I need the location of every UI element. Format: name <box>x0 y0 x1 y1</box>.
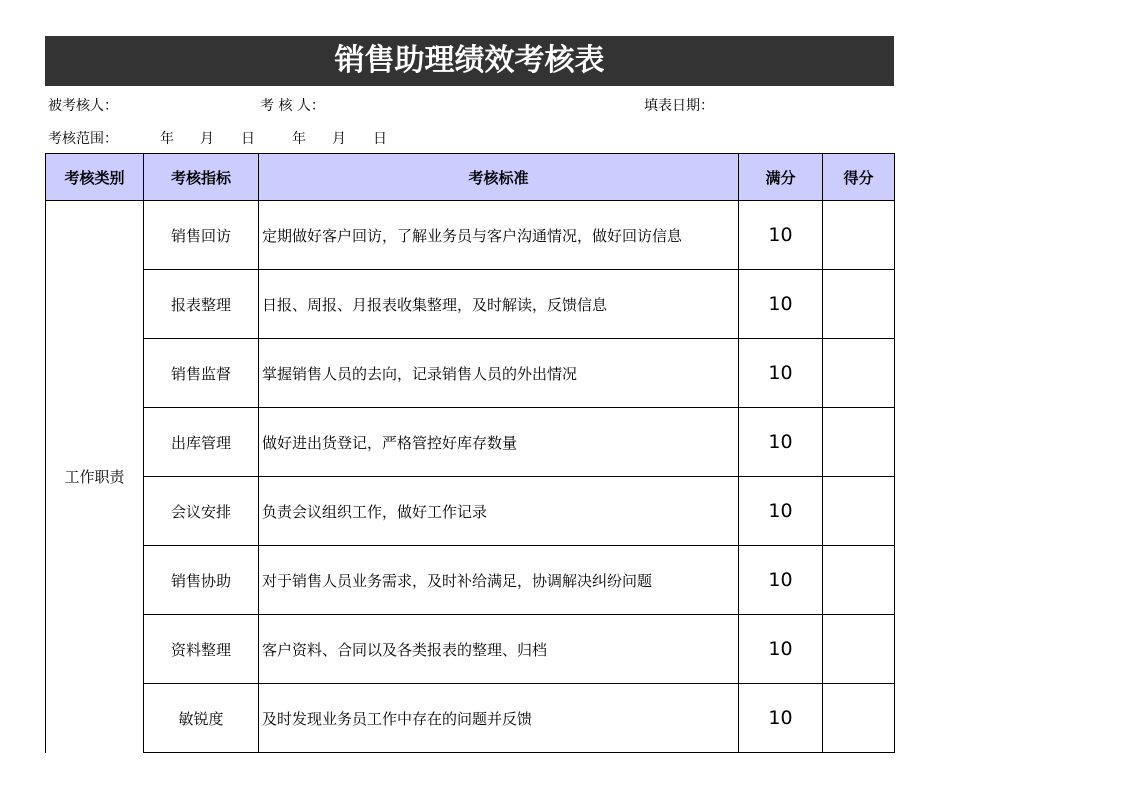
full-score-cell[interactable]: 10 <box>739 477 823 546</box>
table-row <box>46 270 895 339</box>
metric-cell[interactable]: 出库管理 <box>144 408 259 477</box>
sheet-title: 销售助理绩效考核表 <box>45 36 894 86</box>
metric-cell[interactable]: 销售监督 <box>144 339 259 408</box>
range-day-start: 日 <box>241 131 255 147</box>
full-score-cell[interactable]: 10 <box>739 339 823 408</box>
metric-cell[interactable]: 销售协助 <box>144 546 259 615</box>
score-cell[interactable] <box>823 615 895 684</box>
assessment-table <box>45 153 895 753</box>
table-row <box>46 615 895 684</box>
full-score-cell[interactable]: 10 <box>739 408 823 477</box>
range-year-start: 年 <box>160 131 174 147</box>
header-row <box>46 154 895 201</box>
score-cell[interactable] <box>823 477 895 546</box>
range-month-start: 月 <box>200 131 214 147</box>
header-metric: 考核指标 <box>144 154 259 201</box>
full-score-cell[interactable]: 10 <box>739 684 823 753</box>
table-row <box>46 477 895 546</box>
full-score-cell[interactable]: 10 <box>739 270 823 339</box>
score-cell[interactable] <box>823 270 895 339</box>
metric-cell[interactable]: 资料整理 <box>144 615 259 684</box>
score-cell[interactable] <box>823 201 895 270</box>
score-cell[interactable] <box>823 546 895 615</box>
range-day-end: 日 <box>373 131 387 147</box>
table-row <box>46 408 895 477</box>
score-cell[interactable] <box>823 339 895 408</box>
category-cell[interactable]: 工作职责 <box>46 201 144 753</box>
metric-cell[interactable]: 销售回访 <box>144 201 259 270</box>
standard-cell[interactable]: 及时发现业务员工作中存在的问题并反馈 <box>259 684 739 753</box>
full-score-cell[interactable]: 10 <box>739 201 823 270</box>
table-row <box>46 546 895 615</box>
header-category: 考核类别 <box>46 154 144 201</box>
table-row <box>46 201 895 270</box>
standard-cell[interactable]: 定期做好客户回访，了解业务员与客户沟通情况，做好回访信息 <box>259 201 739 270</box>
standard-cell[interactable]: 掌握销售人员的去向，记录销售人员的外出情况 <box>259 339 739 408</box>
header-score: 得分 <box>823 154 895 201</box>
standard-cell[interactable]: 负责会议组织工作，做好工作记录 <box>259 477 739 546</box>
standard-cell[interactable]: 做好进出货登记，严格管控好库存数量 <box>259 408 739 477</box>
metric-cell[interactable]: 会议安排 <box>144 477 259 546</box>
assessee-label: 被考核人： <box>48 98 118 114</box>
score-cell[interactable] <box>823 684 895 753</box>
range-year-end: 年 <box>292 131 306 147</box>
table-row <box>46 684 895 753</box>
header-full-score: 满分 <box>739 154 823 201</box>
range-month-end: 月 <box>332 131 346 147</box>
full-score-cell[interactable]: 10 <box>739 615 823 684</box>
standard-cell[interactable]: 对于销售人员业务需求，及时补给满足，协调解决纠纷问题 <box>259 546 739 615</box>
metric-cell[interactable]: 敏锐度 <box>144 684 259 753</box>
metric-cell[interactable]: 报表整理 <box>144 270 259 339</box>
standard-cell[interactable]: 日报、周报、月报表收集整理，及时解读，反馈信息 <box>259 270 739 339</box>
assessor-label: 考 核 人： <box>260 98 325 114</box>
header-standard: 考核标准 <box>259 154 739 201</box>
full-score-cell[interactable]: 10 <box>739 546 823 615</box>
range-label: 考核范围： <box>48 131 118 147</box>
fill-date-label: 填表日期： <box>644 98 714 114</box>
table-row <box>46 339 895 408</box>
score-cell[interactable] <box>823 408 895 477</box>
standard-cell[interactable]: 客户资料、合同以及各类报表的整理、归档 <box>259 615 739 684</box>
